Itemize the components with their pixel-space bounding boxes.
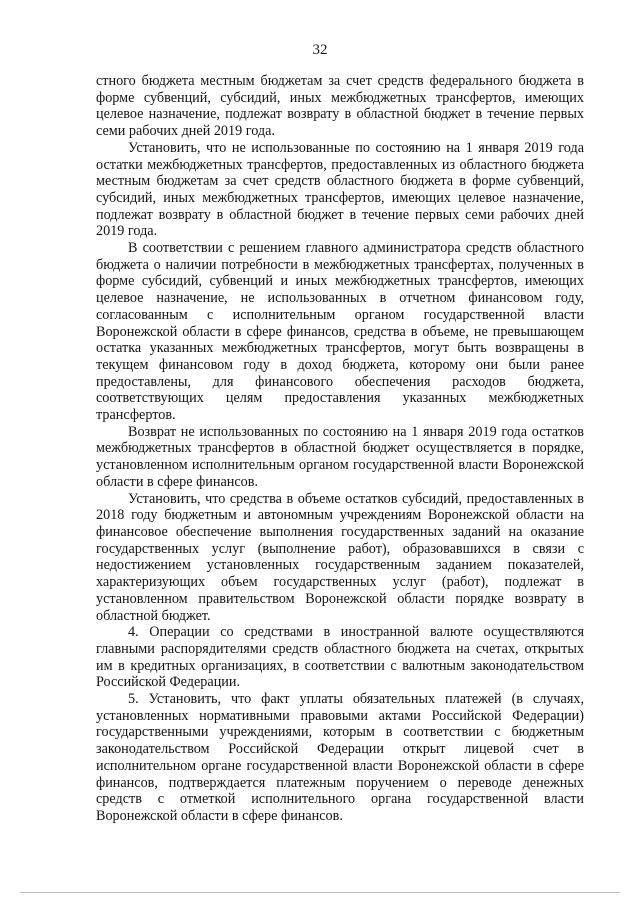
paragraph-continuation: стного бюджета местным бюджетам за счет средств федерального бюджета в форме субвенций, субсидий, иных межбюджетных трансфертов, имеющих целевое назначение, подлежат возврату в областной бюджет в течение первых семи рабочих дней 2019 года. [96, 73, 584, 140]
page-number: 32 [312, 42, 328, 58]
scan-edge-line [20, 892, 620, 893]
document-body [96, 73, 584, 825]
paragraph-mandatory-payments: 5. Установить, что факт уплаты обязательных платежей (в случаях, установленных нормативными правовыми актами Российской Федерации) государственными учреждениями, которым в соответствии с бюджетным законодательством Российской Федерации открыт лицевой счет в исполнительном органе государственной власти Воронежской области в сфере финансов, подтверждается платежным поручением о переводе денежных средств с отметкой исполнительного органа государственной власти Воронежской области в сфере финансов. [96, 691, 584, 824]
paragraph-administrator-decision: В соответствии с решением главного администратора средств областного бюджета о наличии потребности в межбюджетных трансфертах, полученных в форме субсидий, субвенций и иных межбюджетных трансфертов, имеющих целевое назначение, не использованных в отчетном финансовом году, согласованным с исполнительным органом государственной власти Воронежской области в сфере финансов, средства в объеме, не превышающем остатка указанных межбюджетных трансфертов, могут быть возвращены в текущем финансовом году в доход бюджета, которому они были ранее предоставлены, для финансового обеспечения расходов бюджета, соответствующих целям предоставления указанных межбюджетных трансфертов. [96, 240, 584, 424]
paragraph-foreign-currency: 4. Операции со средствами в иностранной валюте осуществляются главными распорядителями средств областного бюджета на счетах, открытых им в кредитных организациях, в соответствии с валютным законодательством Российской Федерации. [96, 624, 584, 691]
paragraph-return-procedure: Возврат не использованных по состоянию на 1 января 2019 года остатков межбюджетных трансфертов в областной бюджет осуществляется в порядке, установленном исполнительным органом государственной власти Воронежской области в сфере финансов. [96, 423, 584, 490]
paragraph-return-regional-funds: Установить, что не использованные по состоянию на 1 января 2019 года остатки межбюджетных трансфертов, предоставленных из областного бюджета местным бюджетам за счет средств областного бюджета в форме субвенций, субсидий, иных межбюджетных трансфертов, имеющих целевое назначение, подлежат возврату в областной бюджет в течение первых семи рабочих дней 2019 года. [96, 139, 584, 240]
paragraph-subsidy-remainders: Установить, что средства в объеме остатков субсидий, предоставленных в 2018 году бюджетным и автономным учреждениям Воронежской области на финансовое обеспечение выполнения государственных заданий на оказание государственных услуг (выполнение работ), образовавшихся в связи с недостижением установленных государственным заданием показателей, характеризующих объем государственных услуг (работ), подлежат в установленном правительством Воронежской области порядке возврату в областной бюджет. [96, 490, 584, 624]
